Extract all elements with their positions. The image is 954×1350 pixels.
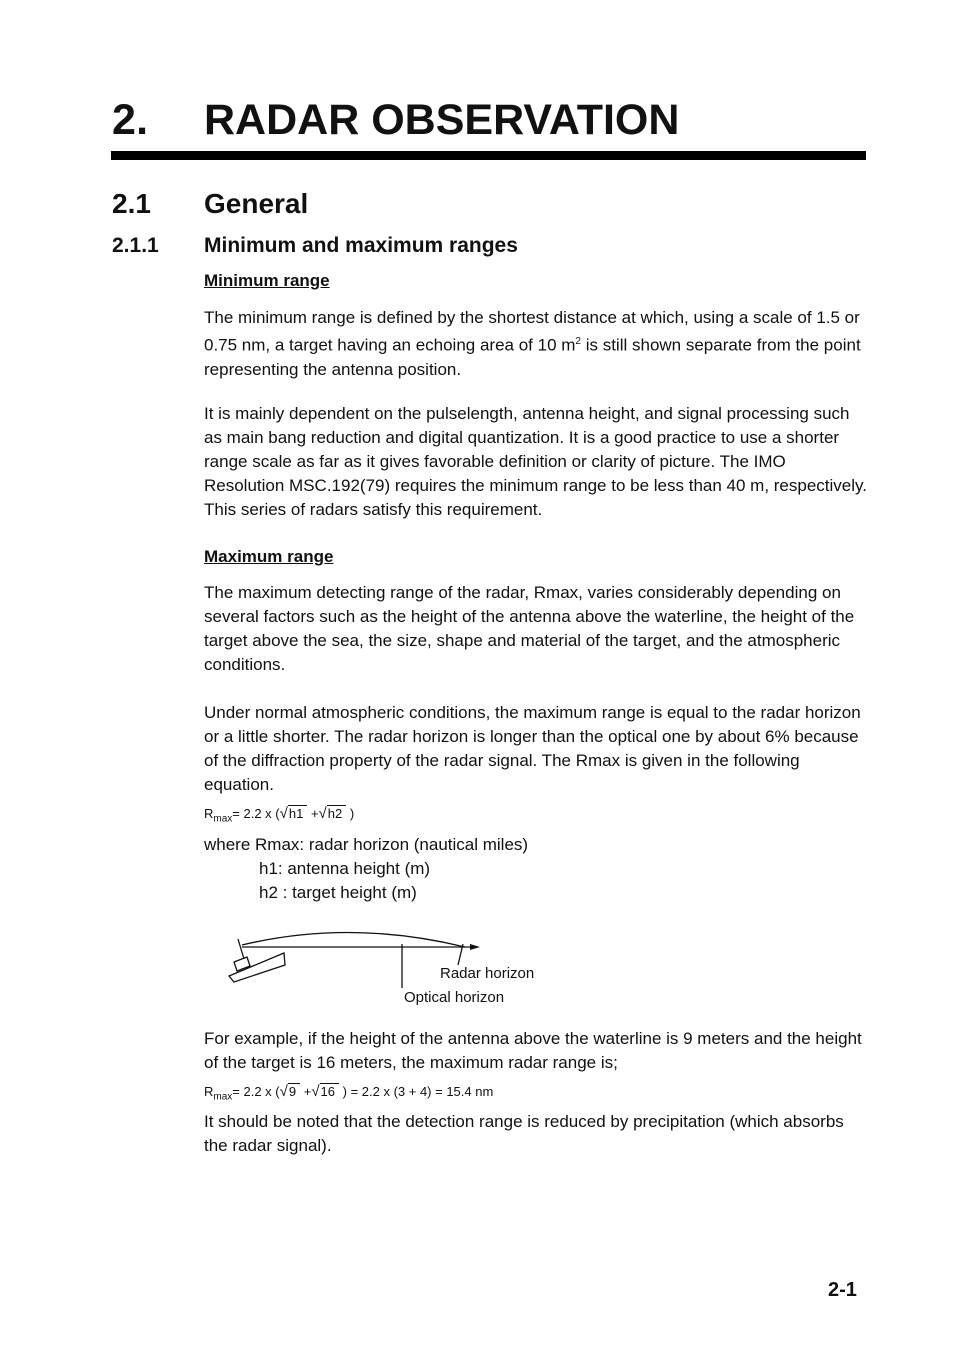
maximum-range-heading: Maximum range (204, 547, 334, 566)
maximum-range-paragraph-1: The maximum detecting range of the radar, Rmax, varies considerably depending on several factors such as the height of the antenna above the waterline, the height of the target above the sea, the size, shape and material of the target, and the atmospheric conditions. (204, 583, 855, 674)
minimum-range-heading: Minimum range (204, 271, 330, 290)
sqrt-symbol: √ (311, 1083, 320, 1100)
where-h1-line: h1: antenna height (m) (259, 859, 431, 878)
section-title: General (204, 188, 309, 219)
section-number: 2.1 (112, 188, 151, 219)
sqrt-symbol: √ (279, 1083, 288, 1100)
maximum-range-paragraph-2: Under normal atmospheric conditions, the maximum range is equal to the radar horizon or a little shorter. The radar horizon is longer than the optical one by about 6% because of the diffraction property of the radar signal. The Rmax is given in the following equation. (204, 703, 861, 794)
where-rmax-line: where Rmax: radar horizon (nautical miles) (204, 835, 529, 854)
subsection-title: Minimum and maximum ranges (204, 234, 518, 257)
ray-arrowhead (470, 944, 480, 950)
subsection-number: 2.1.1 (112, 234, 159, 257)
rmax-example-formula: $R_{max}= 2.2$ x (√9 +√16 ) = 2.2 x (3 + 4) = 15.4 nm (204, 1083, 494, 1103)
maximum-range-paragraph-4: It should be noted that the detection range is reduced by precipitation (which absorbs the radar signal). (204, 1112, 844, 1155)
radar-ray-curve (242, 932, 465, 947)
radar-horizon-label: Radar horizon (440, 965, 535, 982)
sqrt-symbol: √ (279, 805, 288, 822)
rmax-formula: $R_{max}= 2.2$ x (√h1 +√h2 ) (204, 805, 355, 825)
minimum-range-paragraph-2: It is mainly dependent on the pulselength, antenna height, and signal processing such as main bang reduction and digital quantization. It is a good practice to use a shorter range scale as far as it gives favorable definition or clarity of picture. The IMO Resolution MSC.192(79) requires the minimum range to be less than 40 m, respectively. This series of radars satisfy this requirement. (204, 404, 867, 519)
page-number: 2-1 (828, 1279, 857, 1301)
minimum-range-paragraph-1: The minimum range is defined by the shortest distance at which, using a scale of 1.5 or 0.75 nm, a target having an echoing area of 10 $m^2$ is still shown separate from the point representing the antenna position. (204, 308, 861, 379)
sqrt-symbol: √ (318, 805, 327, 822)
horizon-diagram (220, 925, 560, 1015)
chapter-rule (111, 151, 866, 160)
chapter-title: RADAR OBSERVATION (204, 96, 680, 144)
ship-illustration (229, 939, 285, 982)
optical-horizon-label: Optical horizon (404, 989, 505, 1006)
chapter-number: 2. (112, 96, 149, 144)
where-h2-line: h2 : target height (m) (259, 883, 417, 902)
maximum-range-paragraph-3: For example, if the height of the antenna above the waterline is 9 meters and the height of the target is 16 meters, the maximum radar range is; (204, 1029, 862, 1072)
